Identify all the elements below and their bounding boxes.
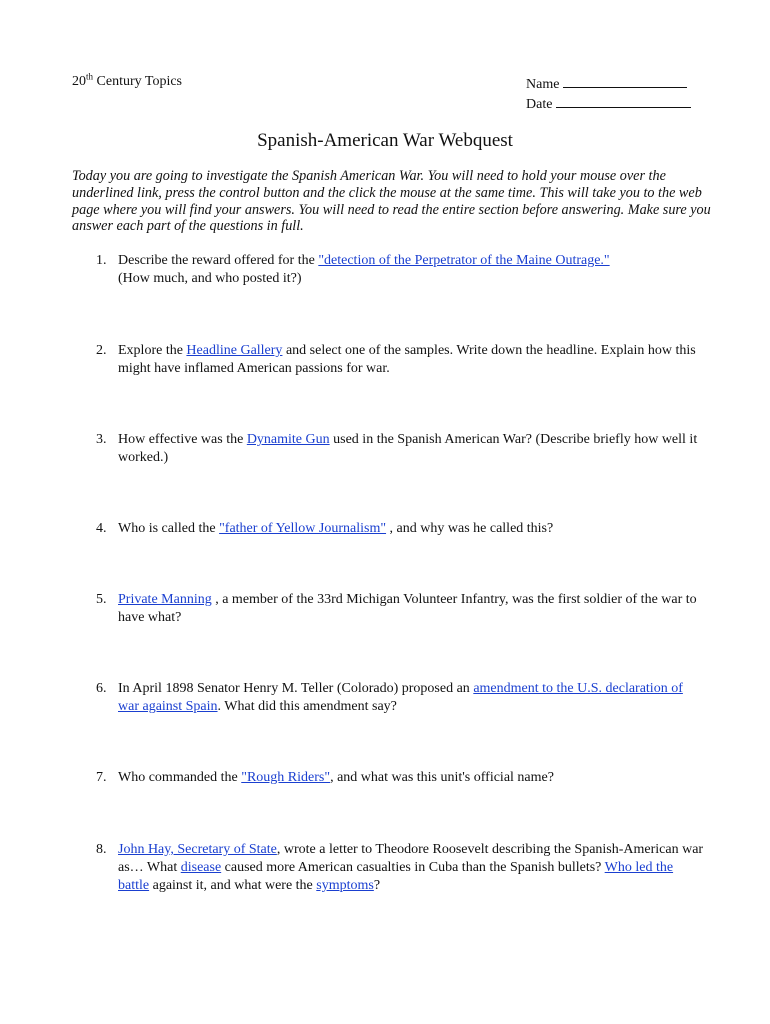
question-text: Who is called the bbox=[118, 521, 220, 536]
question-text: In April 1898 Senator Henry M. Teller (Colorado) proposed an bbox=[118, 681, 474, 696]
maine-outrage-link[interactable]: "detection of the Perpetrator of the Maine Outrage." bbox=[318, 253, 610, 268]
topic-label: Century Topics bbox=[93, 74, 182, 89]
question-7 bbox=[96, 769, 706, 787]
question-text: , wrote a letter to Theodore Roosevelt describing the Spanish-American war as… What bbox=[118, 842, 704, 875]
question-number: 2. bbox=[96, 343, 107, 358]
question-number: 6. bbox=[96, 681, 107, 696]
topic-number: 20 bbox=[72, 74, 86, 89]
question-text: . What did this amendment say? bbox=[217, 699, 397, 714]
rough-riders-link[interactable]: "Rough Riders" bbox=[241, 770, 331, 785]
question-text: ? bbox=[373, 878, 381, 893]
name-label: Name bbox=[526, 77, 563, 92]
question-4 bbox=[96, 520, 706, 538]
question-5 bbox=[96, 591, 706, 627]
dynamite-gun-link[interactable]: Dynamite Gun bbox=[246, 432, 330, 447]
date-label: Date bbox=[526, 97, 556, 112]
question-3 bbox=[96, 431, 706, 467]
question-text: (How much, and who posted it?) bbox=[118, 271, 302, 286]
question-1 bbox=[96, 252, 706, 288]
question-number: 1. bbox=[96, 253, 107, 268]
question-8 bbox=[96, 841, 706, 895]
symptoms-link[interactable]: symptoms bbox=[316, 878, 374, 893]
teller-amendment-link[interactable]: amendment to the U.S. declaration of war against Spain bbox=[118, 681, 683, 714]
topic-superscript: th bbox=[86, 71, 94, 82]
question-2 bbox=[96, 342, 706, 378]
question-6 bbox=[96, 680, 706, 716]
headline-gallery-link[interactable]: Headline Gallery bbox=[186, 343, 283, 358]
question-text: How effective was the bbox=[118, 432, 247, 447]
question-number: 8. bbox=[96, 842, 107, 857]
private-manning-link[interactable]: Private Manning bbox=[118, 592, 212, 607]
instructions-paragraph: Today you are going to investigate the Spanish American War. You will need to hold your mouse over the underlined link, press the control button and the click the mouse at the same time. This will take you to the web page where you will find your answers. You will need to read the entire section before answering. Make sure you answer each part of the questions in full. bbox=[72, 168, 711, 235]
question-text: and select one of the samples. Write down the headline. Explain how this might have inflamed American passions for war. bbox=[118, 343, 696, 376]
date-blank[interactable] bbox=[556, 94, 691, 108]
name-row bbox=[526, 74, 691, 94]
question-number: 4. bbox=[96, 521, 107, 536]
battle-leader-link[interactable]: Who led the battle bbox=[118, 860, 674, 893]
course-topic bbox=[72, 71, 182, 90]
question-text: used in the Spanish American War? (Describe briefly how well it worked.) bbox=[118, 432, 698, 465]
question-text: caused more American casualties in Cuba than the Spanish bullets? bbox=[221, 860, 605, 875]
question-text: Who commanded the bbox=[118, 770, 242, 785]
question-text: , a member of the 33rd Michigan Volunteer Infantry, was the first soldier of the war to have what? bbox=[118, 592, 697, 625]
name-date-block bbox=[526, 74, 691, 114]
question-text: Explore the bbox=[118, 343, 187, 358]
yellow-journalism-link[interactable]: "father of Yellow Journalism" bbox=[219, 521, 387, 536]
question-number: 7. bbox=[96, 770, 107, 785]
name-blank[interactable] bbox=[563, 74, 687, 88]
john-hay-link[interactable]: John Hay, Secretary of State bbox=[118, 842, 277, 857]
disease-link[interactable]: disease bbox=[180, 860, 222, 875]
question-text: Describe the reward offered for the bbox=[118, 253, 319, 268]
page-title: Spanish-American War Webquest bbox=[257, 130, 513, 151]
question-number: 5. bbox=[96, 592, 107, 607]
question-text: , and why was he called this? bbox=[386, 521, 554, 536]
question-text: against it, and what were the bbox=[149, 878, 317, 893]
question-number: 3. bbox=[96, 432, 107, 447]
question-text: , and what was this unit's official name? bbox=[330, 770, 554, 785]
date-row bbox=[526, 94, 691, 114]
